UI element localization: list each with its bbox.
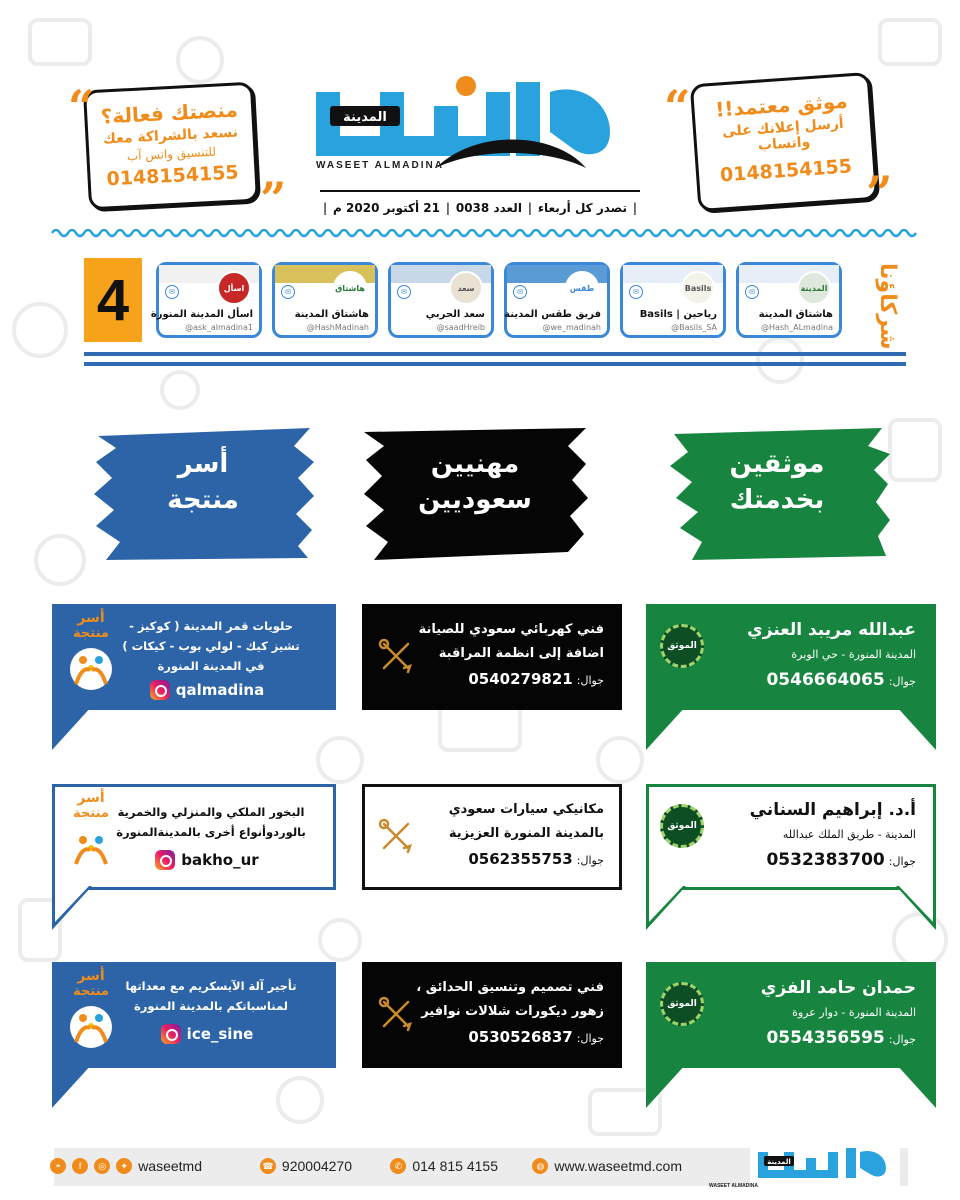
partner-card[interactable] [504,262,610,338]
provider-phone: جوال:0532383700 [766,850,916,870]
partner-name: هاشتاق المدينة [758,309,833,320]
tools-icon [378,638,414,674]
service-line: مكانيكي سيارات سعودي [448,802,604,817]
listing-card-family[interactable] [52,604,336,710]
family-logo: أسر منتجة [64,790,118,876]
listing-card-family[interactable] [52,784,336,890]
divider-line [84,352,906,356]
provider-name: عبدالله مريبد العنزي [747,620,916,640]
partner-handle: @we_madinah [542,323,601,332]
issue-date: 21 أكتوبر 2020 م [333,201,440,215]
verified-promo [690,72,878,212]
footer-logo [709,1144,900,1190]
facebook-icon: f [72,1158,88,1174]
provider-address: المدينة المنورة - دوار عروة [792,1006,916,1019]
partner-handle: @Hash_ALmadina [760,323,833,332]
partner-avatar: طقس [565,271,599,305]
issue-number: العدد 0038 [455,201,522,215]
partner-handle: @ask_almadina1 [185,323,253,332]
globe-icon: ◍ [532,1158,548,1174]
logo-badge-text: المدينة [343,110,387,125]
partner-avatar: المدينة [797,271,831,305]
issue-frequency: تصدر كل أربعاء [537,201,627,215]
partner-card[interactable] [620,262,726,338]
section-heading-families: أسر منتجة [167,449,239,515]
instagram-icon: ◎ [94,1158,110,1174]
partner-avatar: اسأل [217,271,251,305]
quote-open-icon: “ [68,80,95,134]
promo-line: نسعد بالشراكة معك [102,124,239,148]
footer-bar [54,1148,908,1189]
footer-logo-badge: المدينة [767,1158,791,1166]
whatsapp-icon: ✆ [390,1158,406,1174]
partner-avatar: Basils [681,271,715,305]
mail-icon: ✉ [397,285,411,299]
verified-badge-icon: الموثق [660,624,704,668]
partner-card[interactable] [388,262,494,338]
partners-count: 4 [96,267,130,333]
verified-badge-icon: الموثق [660,804,704,848]
family-description: حلويات قمر المدينة ( كوكيز - تشيز كيك - لولي بوب - كيكات ) في المدينة المنورة [122,619,300,673]
quote-open-icon: “ [664,80,691,134]
instagram-icon [161,1024,181,1044]
partner-card[interactable] [150,262,262,338]
listing-card-professional[interactable] [362,962,622,1068]
instagram-icon [150,680,170,700]
listing-card-professional[interactable] [362,784,622,890]
wave-divider [52,226,908,240]
footer-logo-latin: WASEET ALMADINA [709,1183,758,1189]
footer-phone[interactable]: ☎ 920004270 [260,1158,352,1174]
instagram-handle[interactable]: qalmadina [122,680,292,700]
mail-icon: ✉ [165,285,179,299]
service-line: فني كهربائي سعودي للصيانة [418,622,604,637]
listing-card-verified[interactable] [646,784,936,890]
instagram-icon [155,850,175,870]
service-line: زهور ديكورات شلالات نوافير [421,1004,604,1019]
service-phone: جوال:0530526837 [468,1028,604,1046]
provider-name: حمدان حامد الفزي [760,978,916,998]
provider-phone: جوال:0546664065 [766,670,916,690]
footer-website[interactable]: ◍ www.waseetmd.com [532,1158,682,1174]
issue-info-bar: | تصدر كل أربعاء | العدد 0038 | 21 أكتوبر 2020 م | [320,190,640,218]
divider-line [84,362,906,366]
listing-card-family[interactable] [52,962,336,1068]
partner-name: اسأل المدينة المنورة [150,309,253,320]
quote-close-icon: ” [260,172,287,226]
phone-icon: ☎ [260,1158,276,1174]
partner-name: هاشتاق المدينة [294,309,369,320]
promo-title: منصتك فعالة؟ [100,97,239,129]
partnership-promo [83,82,259,211]
service-phone: جوال:0562355753 [468,850,604,868]
service-phone: جوال:0540279821 [468,670,604,688]
mail-icon: ✉ [281,285,295,299]
partner-card[interactable] [272,262,378,338]
partner-avatar: سعد [449,271,483,305]
promo-phone: 0148154155 [719,155,853,187]
listing-card-verified[interactable] [646,962,936,1068]
snapchat-icon: ◓ [50,1158,66,1174]
mail-icon: ✉ [629,285,643,299]
partner-handle: @HashMadinah [306,323,369,332]
partner-handle: @Basils_SA [671,323,717,332]
family-description: البخور الملكي والمنزلي والخمرية بالوردوأنواع أخرى بالمدينةالمنورة [116,805,306,839]
listing-card-professional[interactable] [362,604,622,710]
promo-title: موثق معتمد!! [714,88,849,122]
partner-card[interactable] [736,262,842,338]
mail-icon: ✉ [745,285,759,299]
section-heading-verified: موثقين بخدمتك [729,449,825,515]
service-line: اضافة إلى انظمة المراقبة [438,646,604,661]
provider-name: أ.د. إبراهيم السناني [749,800,916,820]
quote-close-icon: ” [866,166,893,220]
partner-name: سعد الحربي [425,309,485,320]
tools-icon [378,818,414,854]
provider-address: المدينة المنورة - حي الوبرة [791,648,916,661]
partner-name: فريق طقس المدينة [504,309,601,320]
footer-social[interactable]: ◓ f ◎ ✦ waseetmd [50,1158,202,1174]
service-line: فني تصميم وتنسيق الحدائق ، [416,980,604,995]
service-line: بالمدينة المنورة العزيزية [448,826,604,841]
promo-phone: 0148154155 [105,161,240,191]
family-logo: أسر منتجة [64,968,118,1054]
partner-avatar: هاشتاق [333,271,367,305]
provider-phone: جوال:0554356595 [766,1028,916,1048]
provider-address: المدينة - طريق الملك عبدالله [782,828,916,841]
partner-name: رياحين | Basils [639,309,717,320]
mail-icon: ✉ [513,285,527,299]
section-heading-professionals: مهنيين سعوديين [418,449,532,515]
family-logo: أسر منتجة [64,610,118,696]
verified-badge-icon: الموثق [660,982,704,1026]
partners-count-box [84,258,142,342]
twitter-icon: ✦ [116,1158,132,1174]
instagram-handle[interactable]: ice_sine [122,1024,292,1044]
logo-latin-text: WASEET ALMADINA [316,160,444,171]
tools-icon [378,996,414,1032]
partners-label: شركاؤنا [875,262,900,350]
listing-card-verified[interactable] [646,604,936,710]
instagram-handle[interactable]: bakho_ur [122,850,292,870]
promo-line: للتنسيق واتس آب [126,144,217,164]
family-description: تأجير آلة الآيسكريم مع معداتها لمناسباتكم بالمدينة المنورة [125,979,297,1013]
footer-phone-whatsapp[interactable]: ✆ 014 815 4155 [390,1158,498,1174]
partner-handle: @saadHreib [436,323,485,332]
promo-line: أرسل إعلانك على واتساب [721,115,845,154]
waseet-logo [306,72,650,190]
